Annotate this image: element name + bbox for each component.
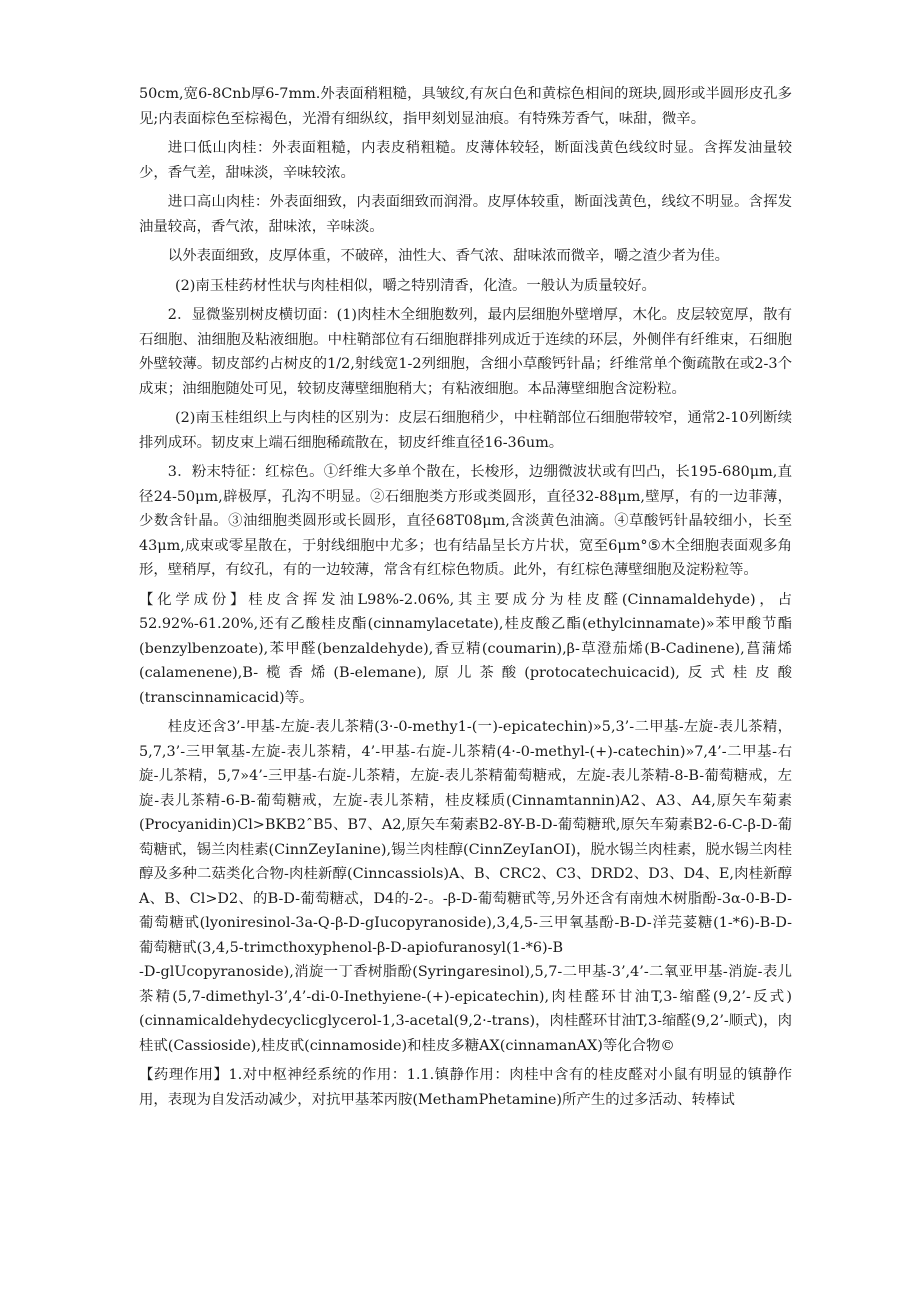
paragraph-lowland-cinnamon: 进口低山肉桂：外表面粗糙，内表皮稍粗糙。皮薄体较轻，断面浅黄色线纹时显。含挥发油量较少，香气差，甜味淡，辛味较浓。 xyxy=(139,140,792,181)
paragraph-pharmacology: 【药理作用】1.对中枢神经系统的作用：1.1.镇静作用：肉桂中含有的桂皮醛对小鼠有明显的镇静作用，表现为自发活动减少，对抗甲基苯丙胺(MethamPhetamine)所产生的过多活动、转棒试 xyxy=(139,1067,792,1108)
paragraph-additional-compounds: 桂皮还含3’-甲基-左旋-表儿茶精(3·-0-methy1-(一)-epicatechin)»5,3’-二甲基-左旋-表儿茶精，5,7,3’-三甲氧基-左旋-表儿茶精，4’-甲基-右旋-儿茶精(4·-0-methyl-(+)-catechin)»7,4’-二甲基-右旋-儿茶精，5,7»4’-三甲基-右旋-儿茶精，左旋-表儿茶精葡萄糖戒，左旋-表儿茶精-8-B-葡萄糖戒，左旋-表儿茶精-6-B-葡萄糖戒，左旋-表儿茶精，桂皮糅质(Cinnamtannin)A2、A3、A4,原矢车菊素(Procyanidin)Cl>BKB2ˆB5、B7、A2,原矢车菊素B2-8Y-B-D-葡萄糖玳,原矢车菊素B2-6-C-β-D-葡萄糖甙，锡兰肉桂素(CinnZeyIanine),锡兰肉桂醇(CinnZeyIanOI)，脱水锡兰肉桂素，脱水锡兰肉桂醇及多种二菇类化合物-肉桂新醇(Cinncassiols)A、B、CRC2、C3、DRD2、D3、D4、E,肉桂新醇A、B、Cl>D2、的B-D-葡萄糖忒，D4的-2-。-β-D-葡萄糖甙等,另外还含有南烛木树脂酚-3α-0-B-D-葡萄糖甙(lyoniresinol-3a-Q-β-D-gIucopyranoside),3,4,5-三甲氧基酚-B-D-洋芫荽糖(1-*6)-B-D-葡萄糖甙(3,4,5-trimcthoxyphenol-β-D-apiofuranosyl(1-*6)-B xyxy=(139,719,792,956)
paragraph-nanyugui-appearance: (2)南玉桂药材性状与肉桂相似，嚼之特别清香，化渣。一般认为质量较好。 xyxy=(175,277,656,294)
paragraph-bark-appearance: 50cm,宽6-8Cnb厚6-7mm.外表面稍粗糙，具皱纹,有灰白色和黄棕色相间的斑块,圆形或半圆形皮孔多见;内表面棕色至棕褐色，光滑有细纵纹，指甲刻划显油痕。有特殊芳香气，味甜，微辛。 xyxy=(139,86,792,127)
paragraph-microscopic-identification: 2．显微鉴别树皮横切面：(1)肉桂木全细胞数列，最内层细胞外壁增厚，木化。皮层较宽厚，散有石细胞、油细胞及粘液细胞。中柱鞘部位有石细胞群排列成近于连续的环层，外侧伴有纤维束，石细胞外壁较薄。韧皮部约占树皮的1/2,射线宽1-2列细胞，含细小草酸钙针晶；纤维常单个衡疏散在或2-3个成束；油细胞随处可见，较韧皮薄壁细胞稍大；有粘液细胞。本品薄壁细胞含淀粉粒。 xyxy=(139,307,792,397)
paragraph-powder-features: 3．粉末特征：红棕色。①纤维大多单个散在，长梭形，边绷微波状或有凹凸，长195-680μm,直径24-50μm,辟极厚，孔沟不明显。②石细胞类方形或类圆形，直径32-88μm,壁厚，有的一边菲薄，少数含针晶。③油细胞类圆形或长圆形，直径68T08μm,含淡黄色油滴。④草酸钙针晶较细小，长至43μm,成束或零星散在，于射线细胞中尤多；也有结晶呈长方片状，宽至6μm°⑤木全细胞表面观多角形，壁稍厚，有纹孔，有的一边较薄，常含有红棕色物质。此外，有红棕色薄壁细胞及淀粉粒等。 xyxy=(139,464,792,578)
paragraph-nanyugui-tissue: (2)南玉桂组织上与肉桂的区别为：皮层石细胞稍少，中柱鞘部位石细胞带较窄，通常2-10列断续排列成环。韧皮束上端石细胞稀疏散在，韧皮纤维直径16-36um。 xyxy=(139,410,792,451)
paragraph-chemical-composition: 【化学成份】桂皮含挥发油L98%-2.06%,其主要成分为桂皮醛(Cinnamaldehyde)，占52.92%-61.20%,还有乙酸桂皮酯(cinnamylacetate),桂皮酸乙酯(ethylcinnamate)»苯甲酸节酯(benzylbenzoate),苯甲醛(benzaldehyde),香豆精(coumarin),β-草澄茄烯(B-Cadinene),菖蒲烯(calamenene),B-榄香烯(B-elemane),原儿茶酸(protocatechuicacid),反式桂皮酸(transcinnamicacid)等。 xyxy=(139,591,792,706)
paragraph-highland-cinnamon: 进口高山肉桂：外表面细致，内表面细致而润滑。皮厚体较重，断面浅黄色，线纹不明显。含挥发油量较高，香气浓，甜味浓，辛味淡。 xyxy=(139,194,792,235)
paragraph-quality-criteria: 以外表面细致，皮厚体重，不破碎，油性大、香气浓、甜味浓而微辛，嚼之渣少者为佳。 xyxy=(167,248,730,264)
paragraph-compounds-continued: -D-glUcopyranoside),消旋一丁香树脂酚(Syringaresinol),5,7-二甲基-3’,4’-二氧亚甲基-消旋-表儿茶精(5,7-dimethyl-3’,4’-di-0-Inethyiene-(+)-epicatechin),肉桂醛环甘油T,3-缩醛(9,2’-反式)(cinnamicaldehydecyclicglycerol-1,3-acetal(9,2·-trans)，肉桂醛环甘油T,3-缩醛(9,2’-顺式)，肉桂甙(Cassioside),桂皮甙(cinnamoside)和桂皮多糖AX(cinnamanAX)等化合物© xyxy=(139,964,792,1054)
